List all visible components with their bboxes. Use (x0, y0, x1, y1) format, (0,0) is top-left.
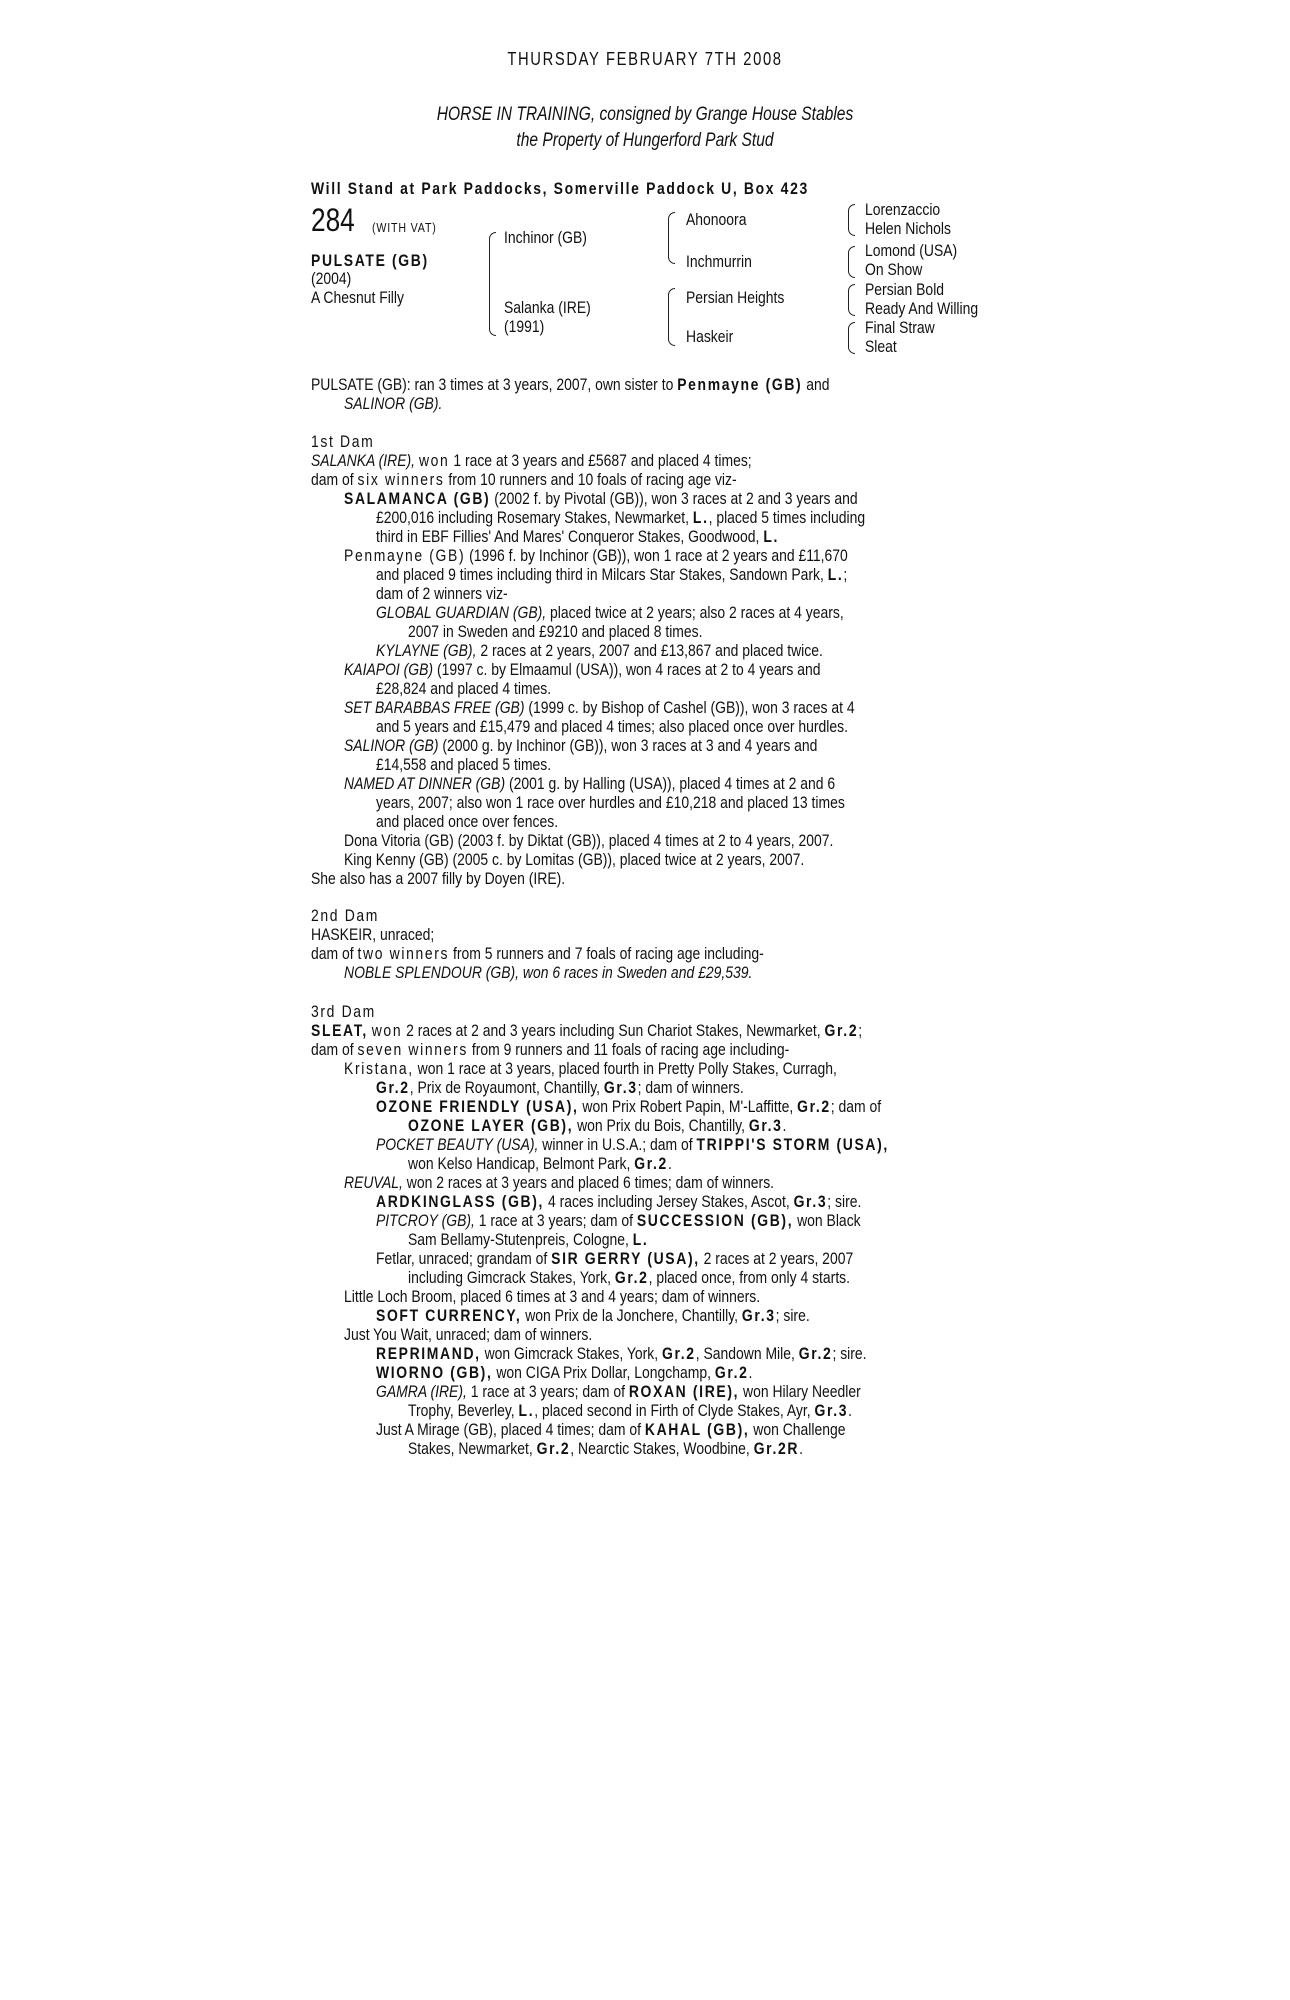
third-dam-line: Fetlar, unraced; grandam of SIR GERRY (USA), 2 races at 2 years, 2007 (376, 1249, 854, 1268)
stand-location: Will Stand at Park Paddocks, Somerville Paddock U, Box 423 (311, 179, 809, 198)
dam: Salanka (IRE) (504, 298, 591, 317)
dam-year: (1991) (504, 317, 545, 336)
horse-name: PULSATE (GB) (311, 251, 429, 270)
third-dam-line: GAMRA (IRE), 1 race at 3 years; dam of ROXAN (IRE), won Hilary Needler (376, 1382, 861, 1401)
first-dam-line: years, 2007; also won 1 race over hurdles and £10,218 and placed 13 times (376, 793, 845, 812)
brace-ds (848, 284, 855, 316)
lot-number: 284 (311, 202, 355, 238)
first-dam-line: GLOBAL GUARDIAN (GB), placed twice at 2 years; also 2 races at 4 years, (376, 603, 844, 622)
third-dam-line: including Gimcrack Stakes, York, Gr.2, placed once, from only 4 starts. (408, 1268, 851, 1287)
brace-ss (848, 204, 855, 236)
property-line: the Property of Hungerford Park Stud (516, 130, 774, 151)
first-dam-line: Penmayne (GB) (1996 f. by Inchinor (GB)), won 1 race at 2 years and £11,670 (344, 546, 848, 565)
first-dam-line: SALAMANCA (GB) (2002 f. by Pivotal (GB)), won 3 races at 2 and 3 years and (344, 489, 858, 508)
dam-sire-sire: Persian Bold (865, 280, 945, 299)
horse-description: A Chesnut Filly (311, 288, 404, 307)
first-dam-line: and placed 9 times including third in Milcars Star Stakes, Sandown Park, L.; (376, 565, 848, 584)
third-dam-line: SOFT CURRENCY, won Prix de la Jonchere, Chantilly, Gr.3; sire. (376, 1306, 810, 1325)
pedigree-brace-main (489, 232, 496, 336)
third-dam-line: Sam Bellamy-Stutenpreis, Cologne, L. (408, 1230, 649, 1249)
first-dam-line: KAIAPOI (GB) (1997 c. by Elmaamul (USA)), won 4 races at 2 to 4 years and (344, 660, 821, 679)
dam-dam-dam: Sleat (865, 337, 897, 356)
first-dam-line: £14,558 and placed 5 times. (376, 755, 552, 774)
dam-sire: Persian Heights (686, 288, 785, 307)
third-dam-line: OZONE LAYER (GB), won Prix du Bois, Chantilly, Gr.3. (408, 1116, 787, 1135)
dam-dam: Haskeir (686, 327, 734, 346)
first-dam-line: SALANKA (IRE), won 1 race at 3 years and £5687 and placed 4 times; (311, 451, 752, 470)
first-dam-line: King Kenny (GB) (2005 c. by Lomitas (GB)), placed twice at 2 years, 2007. (344, 850, 805, 869)
first-dam-line: dam of 2 winners viz- (376, 584, 508, 603)
second-dam-line: HASKEIR, unraced; (311, 925, 435, 944)
second-dam-heading: 2nd Dam (311, 906, 380, 925)
sire-dam: Inchmurrin (686, 252, 752, 271)
third-dam-line: won Kelso Handicap, Belmont Park, Gr.2. (408, 1154, 672, 1173)
first-dam-line: KYLAYNE (GB), 2 races at 2 years, 2007 and £13,867 and placed twice. (376, 641, 823, 660)
summary-line-2: SALINOR (GB). (344, 394, 443, 413)
third-dam-line: dam of seven winners from 9 runners and 11 foals of racing age including- (311, 1040, 790, 1059)
third-dam-line: POCKET BEAUTY (USA), winner in U.S.A.; dam of TRIPPI'S STORM (USA), (376, 1135, 889, 1154)
consignment-line: HORSE IN TRAINING, consigned by Grange House Stables (436, 104, 854, 125)
third-dam-line: PITCROY (GB), 1 race at 3 years; dam of SUCCESSION (GB), won Black (376, 1211, 861, 1230)
third-dam-line: REPRIMAND, won Gimcrack Stakes, York, Gr.2, Sandown Mile, Gr.2; sire. (376, 1344, 867, 1363)
brace-dd (848, 322, 855, 354)
first-dam-line: dam of six winners from 10 runners and 10 foals of racing age viz- (311, 470, 737, 489)
first-dam-heading: 1st Dam (311, 432, 375, 451)
pedigree-brace-sire (668, 212, 675, 264)
vat-note: (WITH VAT) (372, 220, 437, 235)
third-dam-line: ARDKINGLASS (GB), 4 races including Jersey Stakes, Ascot, Gr.3; sire. (376, 1192, 862, 1211)
sire-sire: Ahonoora (686, 210, 747, 229)
sire: Inchinor (GB) (504, 228, 587, 247)
first-dam-line: 2007 in Sweden and £9210 and placed 8 times. (408, 622, 703, 641)
sire-sire-sire: Lorenzaccio (865, 200, 941, 219)
third-dam-heading: 3rd Dam (311, 1002, 376, 1021)
first-dam-line: SALINOR (GB) (2000 g. by Inchinor (GB)), won 3 races at 3 and 4 years and (344, 736, 818, 755)
first-dam-line: third in EBF Fillies' And Mares' Conqueror Stakes, Goodwood, L. (376, 527, 779, 546)
third-dam-line: Stakes, Newmarket, Gr.2, Nearctic Stakes, Woodbine, Gr.2R. (408, 1439, 803, 1458)
first-dam-line: and 5 years and £15,479 and placed 4 times; also placed once over hurdles. (376, 717, 848, 736)
third-dam-line: Just You Wait, unraced; dam of winners. (344, 1325, 593, 1344)
pedigree-brace-dam (668, 288, 675, 346)
third-dam-line: SLEAT, won 2 races at 2 and 3 years including Sun Chariot Stakes, Newmarket, Gr.2; (311, 1021, 863, 1040)
brace-sd (848, 246, 855, 278)
first-dam-line: £200,016 including Rosemary Stakes, Newmarket, L., placed 5 times including (376, 508, 866, 527)
sire-sire-dam: Helen Nichols (865, 219, 952, 238)
sire-dam-sire: Lomond (USA) (865, 241, 958, 260)
third-dam-line: Little Loch Broom, placed 6 times at 3 and 4 years; dam of winners. (344, 1287, 761, 1306)
third-dam-line: OZONE FRIENDLY (USA), won Prix Robert Papin, M'-Laffitte, Gr.2; dam of (376, 1097, 882, 1116)
third-dam-line: WIORNO (GB), won CIGA Prix Dollar, Longchamp, Gr.2. (376, 1363, 753, 1382)
first-dam-line: £28,824 and placed 4 times. (376, 679, 552, 698)
third-dam-line: Kristana, won 1 race at 3 years, placed fourth in Pretty Polly Stakes, Curragh, (344, 1059, 837, 1078)
horse-year: (2004) (311, 269, 352, 288)
third-dam-line: Gr.2, Prix de Royaumont, Chantilly, Gr.3; dam of winners. (376, 1078, 744, 1097)
second-dam-line: NOBLE SPLENDOUR (GB), won 6 races in Sweden and £29,539. (344, 963, 753, 982)
first-dam-line: She also has a 2007 filly by Doyen (IRE). (311, 869, 566, 888)
sire-dam-dam: On Show (865, 260, 923, 279)
first-dam-line: Dona Vitoria (GB) (2003 f. by Diktat (GB)), placed 4 times at 2 to 4 years, 2007. (344, 831, 834, 850)
first-dam-line: and placed once over fences. (376, 812, 559, 831)
sale-date: THURSDAY FEBRUARY 7TH 2008 (507, 49, 783, 69)
third-dam-line: Just A Mirage (GB), placed 4 times; dam of KAHAL (GB), won Challenge (376, 1420, 846, 1439)
third-dam-line: REUVAL, won 2 races at 3 years and placed 6 times; dam of winners. (344, 1173, 775, 1192)
second-dam-line: dam of two winners from 5 runners and 7 foals of racing age including- (311, 944, 764, 963)
summary-line-1: PULSATE (GB): ran 3 times at 3 years, 2007, own sister to Penmayne (GB) and (311, 375, 830, 394)
third-dam-line: Trophy, Beverley, L., placed second in Firth of Clyde Stakes, Ayr, Gr.3. (408, 1401, 853, 1420)
first-dam-line: NAMED AT DINNER (GB) (2001 g. by Halling (USA)), placed 4 times at 2 and 6 (344, 774, 836, 793)
first-dam-line: SET BARABBAS FREE (GB) (1999 c. by Bishop of Cashel (GB)), won 3 races at 4 (344, 698, 855, 717)
dam-sire-dam: Ready And Willing (865, 299, 979, 318)
dam-dam-sire: Final Straw (865, 318, 935, 337)
